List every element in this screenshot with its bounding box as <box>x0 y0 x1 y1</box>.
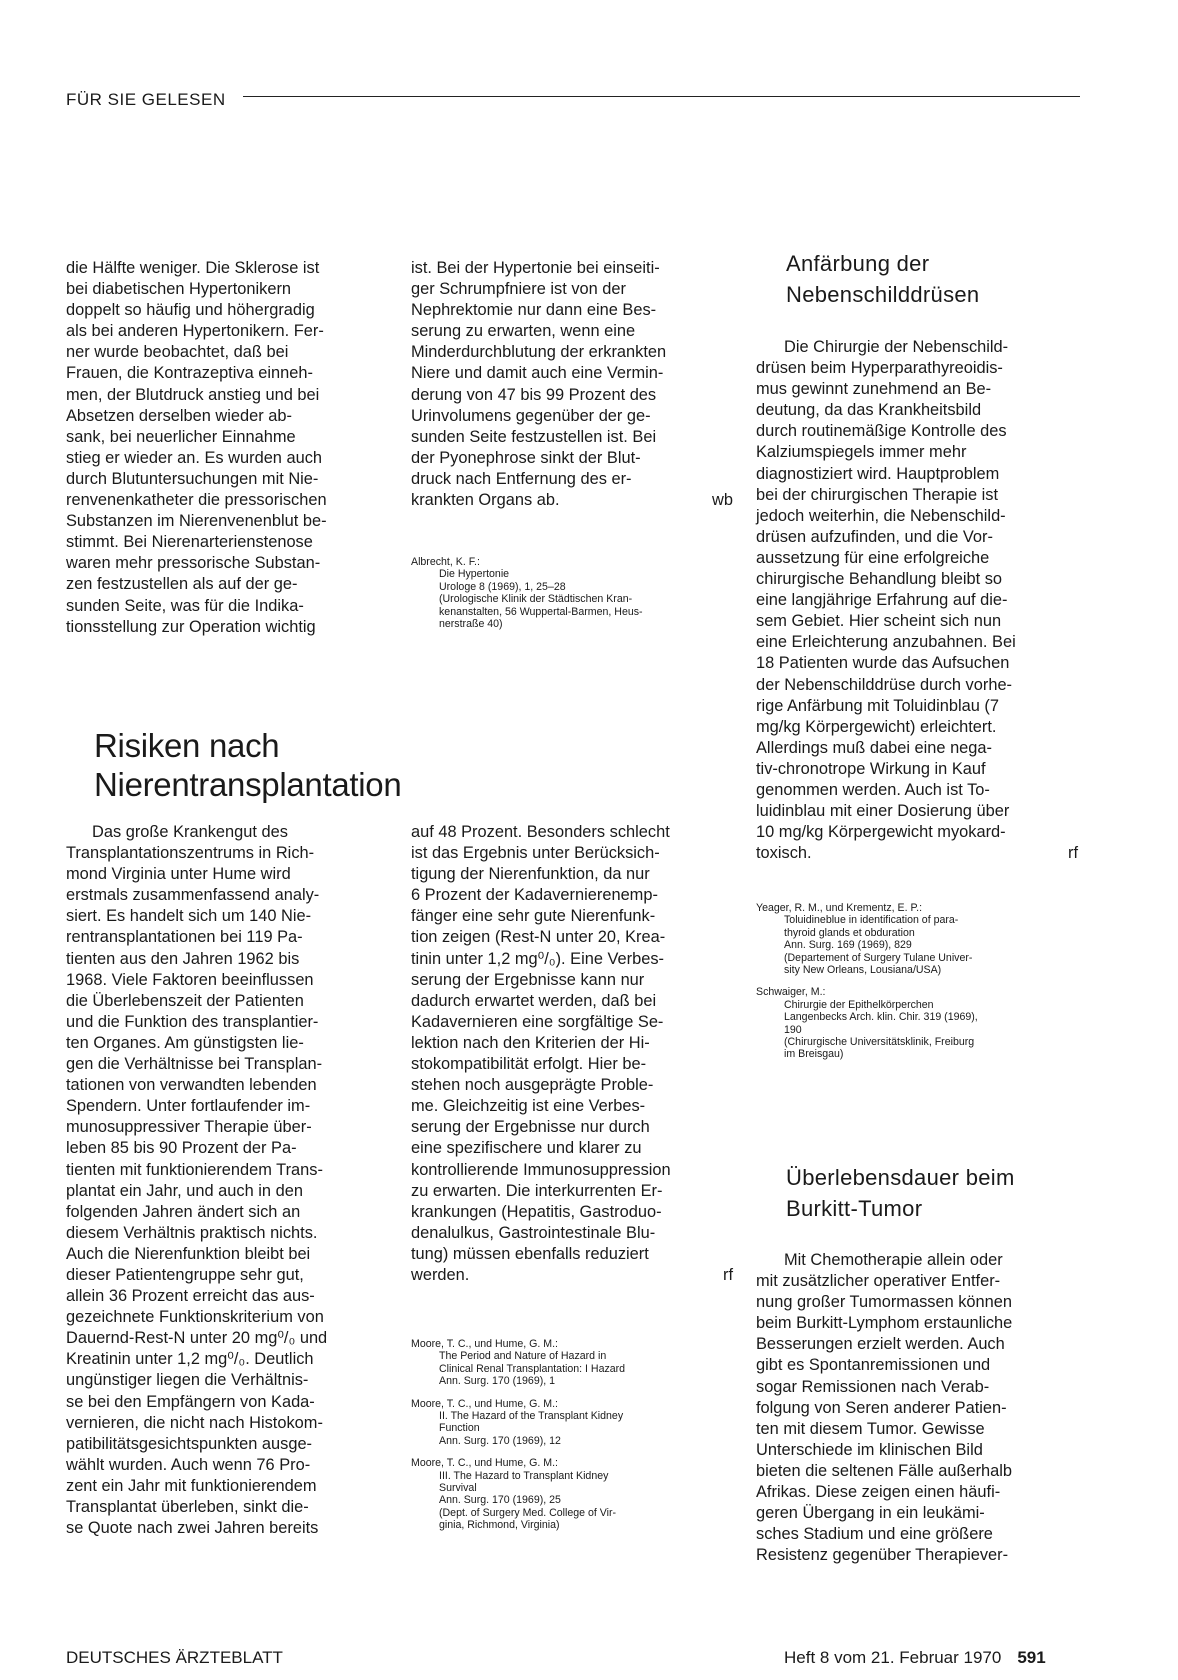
text-line: folgenden Jahren ändert sich an <box>66 1202 301 1221</box>
reference-line: 190 <box>784 1023 802 1036</box>
text-line: mit zusätzlicher operativer Entfer- <box>756 1272 1001 1291</box>
text-line: luidinblau mit einer Dosierung über <box>756 802 1010 821</box>
text-line: durch routinemäßige Kontrolle des <box>756 422 1007 441</box>
text-line-last <box>756 843 1078 864</box>
article-title-transplant <box>94 726 514 804</box>
text-line: tigung der Nierenfunktion, da nur <box>411 865 650 884</box>
text-line: eine spezifischere und klarer zu <box>411 1139 642 1158</box>
header-rule <box>243 96 1080 97</box>
text-line: lektion nach den Kriterien der Hi- <box>411 1033 650 1052</box>
text-line: mus gewinnt zunehmend an Be- <box>756 380 992 399</box>
text-line: deutung, da das Krankheitsbild <box>756 401 982 420</box>
text-line: Afrikas. Diese zeigen einen häufi- <box>756 1483 1001 1502</box>
text-line: Die Chirurgie der Nebenschild- <box>784 338 1009 356</box>
title-line: Überlebensdauer beim <box>786 1165 1015 1190</box>
last-line-text: werden. <box>411 1265 470 1284</box>
text-line: Kreatinin unter 1,2 mg⁰/₀. Deutlich <box>66 1350 314 1369</box>
reference-author: Moore, T. C., und Hume, G. M.: <box>411 1457 558 1470</box>
text-line: Besserungen erzielt werden. Auch <box>756 1335 1005 1354</box>
reference-gap <box>411 1388 733 1398</box>
text-line: leben 85 bis 90 Prozent der Pa- <box>66 1139 297 1158</box>
text-line: serung zu erwarten, wenn eine <box>411 322 636 341</box>
text-line: kontrollierende Immunosuppression <box>411 1160 671 1179</box>
reference-line: Function <box>439 1422 480 1435</box>
text-line: Mit Chemotherapie allein oder <box>784 1251 1003 1269</box>
text-line: Spendern. Unter fortlaufender im- <box>66 1097 311 1116</box>
article2-col2-text <box>411 822 733 1286</box>
col1-top-text <box>66 258 388 638</box>
text-line: genommen werden. Auch ist To- <box>756 780 990 799</box>
text-line: tinin unter 1,2 mg⁰/₀). Eine Verbes- <box>411 949 664 968</box>
text-line: Minderdurchblutung der erkrankten <box>411 343 667 362</box>
text-line: gezeichnete Funktionskriterium von <box>66 1308 324 1327</box>
text-line: wählt wurden. Auch wenn 76 Pro- <box>66 1455 311 1474</box>
text-line: ner wurde beobachtet, daß bei <box>66 343 289 362</box>
text-line: nung großer Tumormassen können <box>756 1293 1013 1312</box>
text-line: Urinvolumens gegenüber der ge- <box>411 406 651 425</box>
issue-date: Heft 8 vom 21. Februar 1970 <box>784 1648 1002 1667</box>
text-line: Allerdings muß dabei eine nega- <box>756 738 992 757</box>
reference-line: Ann. Surg. 170 (1969), 12 <box>439 1434 561 1447</box>
text-line: stimmt. Bei Nierenarterienstenose <box>66 533 313 552</box>
text-line: als bei anderen Hypertonikern. Fer- <box>66 322 324 341</box>
text-line: druck nach Entfernung des er- <box>411 469 632 488</box>
text-line: Frauen, die Kontrazeptiva einneh- <box>66 364 313 383</box>
references-nebenschild <box>756 902 1078 1061</box>
issue-info <box>784 1648 1046 1668</box>
reference-line: The Period and Nature of Hazard in <box>439 1350 607 1363</box>
text-line: tiv-chronotrope Wirkung in Kauf <box>756 759 986 778</box>
text-line: Das große Krankengut des <box>92 823 288 841</box>
text-line: Dauernd-Rest-N unter 20 mg⁰/₀ und <box>66 1329 328 1348</box>
text-line: fänger eine sehr gute Nierenfunk- <box>411 907 656 926</box>
text-line: sunden Seite, was für die Indika- <box>66 596 304 615</box>
text-line: vernieren, die nicht nach Histokom- <box>66 1413 323 1432</box>
reference-line: ginia, Richmond, Virginia) <box>439 1519 560 1532</box>
text-line: stehen noch ausgeprägte Proble- <box>411 1076 654 1095</box>
text-line: ist das Ergebnis unter Berücksich- <box>411 844 660 863</box>
page-number: 591 <box>1017 1648 1046 1667</box>
text-line: Transplantat überleben, sinkt die- <box>66 1498 309 1516</box>
text-line: tung) müssen ebenfalls reduziert <box>411 1244 649 1263</box>
text-line: sogar Remissionen nach Verab- <box>756 1377 990 1396</box>
text-line: patibilitätsgesichtspunkten ausge- <box>66 1434 313 1453</box>
article-title-nebenschild <box>786 248 1116 310</box>
text-line: denalulkus, Gastrointestinale Blu- <box>411 1223 656 1242</box>
journal-name: DEUTSCHES ÄRZTEBLATT <box>66 1648 283 1667</box>
text-line: durch Blutuntersuchungen mit Nie- <box>66 469 319 488</box>
text-line: die Überlebenszeit der Patienten <box>66 991 304 1010</box>
article2-col1-text <box>66 822 388 1539</box>
text-line: se bei den Empfängern von Kada- <box>66 1392 315 1411</box>
text-line: ungünstiger liegen die Verhältnis- <box>66 1371 309 1390</box>
text-line: stieg er wieder an. Es wurden auch <box>66 448 323 467</box>
text-line: der Nebenschilddrüse durch vorhe- <box>756 675 1013 694</box>
text-line: Niere und damit auch eine Vermin- <box>411 364 664 383</box>
reference-author: Yeager, R. M., und Krementz, E. P.: <box>756 902 923 914</box>
reference-author: Schwaiger, M.: <box>756 986 826 999</box>
text-line: munosuppressiver Therapie über- <box>66 1118 312 1137</box>
reference-line: III. The Hazard to Transplant Kidney <box>439 1469 609 1482</box>
text-line: zu erwarten. Die interkurrenten Er- <box>411 1181 663 1200</box>
reference-author: Albrecht, K. F.: <box>411 556 480 568</box>
text-line: 10 mg/kg Körpergewicht myokard- <box>756 823 1006 842</box>
reference-line: (Dept. of Surgery Med. College of Vir- <box>439 1506 617 1519</box>
text-line: Kalziumspiegels immer mehr <box>756 443 967 462</box>
reference-line: Urologe 8 (1969), 1, 25–28 <box>439 580 566 593</box>
text-line: aussetzung für eine erfolgreiche <box>756 548 990 567</box>
reference-line: thyroid glands et obduration <box>784 926 915 939</box>
text-line: tienten aus den Jahren 1962 bis <box>66 949 300 968</box>
text-line: erstmals zusammenfassend analy- <box>66 886 320 905</box>
text-line: rentransplantationen bei 119 Pa- <box>66 928 303 947</box>
text-line: diesem Verhältnis praktisch nichts. <box>66 1223 318 1242</box>
reference-author: Moore, T. C., und Hume, G. M.: <box>411 1338 558 1350</box>
text-line: mond Virginia unter Hume wird <box>66 865 291 884</box>
text-line: 1968. Viele Faktoren beeinflussen <box>66 970 314 989</box>
text-line: 6 Prozent der Kadavernierenemp- <box>411 886 658 905</box>
article4-text <box>756 1250 1078 1566</box>
text-line: tienten mit funktionierendem Trans- <box>66 1160 323 1179</box>
reference-line: Toluidineblue in identification of para- <box>784 914 959 927</box>
reference-line: Die Hypertonie <box>439 568 510 581</box>
text-line: eine Erleichterung anzubahnen. Bei <box>756 633 1016 652</box>
text-line: ten Organes. Am günstigsten lie- <box>66 1033 304 1052</box>
reference-line: Ann. Surg. 169 (1969), 829 <box>784 939 912 952</box>
text-line: bei der chirurgischen Therapie ist <box>756 485 999 504</box>
text-line: men, der Blutdruck anstieg und bei <box>66 385 320 404</box>
text-line: se Quote nach zwei Jahren bereits <box>66 1519 319 1538</box>
text-line: eine langjährige Erfahrung auf die- <box>756 591 1008 610</box>
text-line: rige Anfärbung mit Toluidinblau (7 <box>756 696 999 715</box>
text-line: krankungen (Hepatitis, Gastroduo- <box>411 1202 662 1221</box>
text-line: die Hälfte weniger. Die Sklerose ist <box>66 259 320 277</box>
text-line: bieten die seltenen Fälle außerhalb <box>756 1461 1013 1480</box>
text-line: waren mehr pressorische Substan- <box>66 554 321 573</box>
text-line-last <box>411 490 733 511</box>
reference-gap <box>411 1447 733 1457</box>
reference-line: II. The Hazard of the Transplant Kidney <box>439 1410 624 1423</box>
text-line: plantat ein Jahr, und auch in den <box>66 1181 303 1200</box>
text-line: Resistenz gegenüber Therapiever- <box>756 1546 1009 1565</box>
text-line: Substanzen im Nierenvenenblut be- <box>66 512 327 531</box>
reference-author: Moore, T. C., und Hume, G. M.: <box>411 1397 558 1410</box>
text-line: bei diabetischen Hypertonikern <box>66 280 292 299</box>
text-line-last <box>411 1265 733 1286</box>
text-line: dieser Patientengruppe sehr gut, <box>66 1265 304 1284</box>
text-line: mg/kg Körpergewicht) erleichtert. <box>756 717 997 736</box>
text-line: beim Burkitt-Lymphom erstaunliche <box>756 1314 1013 1333</box>
text-line: tion zeigen (Rest-N unter 20, Krea- <box>411 928 666 947</box>
article3-text <box>756 337 1078 864</box>
article-title-burkitt <box>786 1162 1116 1224</box>
text-line: geren Übergang in ein leukämi- <box>756 1504 985 1523</box>
text-line: Unterschiede im klinischen Bild <box>756 1440 983 1459</box>
col2-top-text <box>411 258 733 511</box>
text-line: jedoch weiterhin, die Nebenschild- <box>756 506 1006 525</box>
text-line: stokompatibilität erfolgt. Hier be- <box>411 1055 647 1074</box>
reference-line: sity New Orleans, Lousiana/USA) <box>784 964 942 977</box>
reference-line: Langenbecks Arch. klin. Chir. 319 (1969), <box>784 1011 978 1024</box>
text-line: sches Stadium und eine größere <box>756 1525 993 1544</box>
text-line: Nephrektomie nur dann eine Bes- <box>411 301 657 320</box>
section-label: FÜR SIE GELESEN <box>66 90 226 109</box>
text-line: und die Funktion des transplantier- <box>66 1012 319 1031</box>
last-line-text: krankten Organs ab. <box>411 491 560 510</box>
author-signature: wb <box>712 491 733 510</box>
text-line: allein 36 Prozent erreicht das aus- <box>66 1287 315 1306</box>
last-line-text: toxisch. <box>756 844 812 863</box>
text-line: ist. Bei der Hypertonie bei einseiti- <box>411 259 660 277</box>
reference-line: im Breisgau) <box>784 1048 844 1061</box>
text-line: sank, bei neuerlicher Einnahme <box>66 427 296 446</box>
text-line: der Pyonephrose sinkt der Blut- <box>411 448 641 467</box>
title-line: Risiken nach <box>94 727 280 764</box>
text-line: renvenenkatheter die pressorischen <box>66 491 327 510</box>
title-line: Nierentransplantation <box>94 766 402 803</box>
reference-gap <box>756 976 1078 986</box>
text-line: drüsen aufzufinden, und die Vor- <box>756 527 993 546</box>
text-line: derung von 47 bis 99 Prozent des <box>411 385 657 404</box>
text-line: chirurgische Behandlung bleibt so <box>756 570 1003 589</box>
title-line: Burkitt-Tumor <box>786 1196 923 1221</box>
reference-line: Ann. Surg. 170 (1969), 1 <box>439 1375 556 1388</box>
author-signature: rf <box>1067 844 1078 863</box>
text-line: auf 48 Prozent. Besonders schlecht <box>411 823 670 841</box>
reference-line: (Departement of Surgery Tulane Univer- <box>784 951 973 964</box>
text-line: dadurch erwartet werden, daß bei <box>411 991 657 1010</box>
text-line: gen die Verhältnisse bei Transplan- <box>66 1055 323 1074</box>
text-line: ten mit diesem Tumor. Gewisse <box>756 1419 985 1438</box>
text-line: sunden Seite festzustellen ist. Bei <box>411 427 657 446</box>
text-line: drüsen beim Hyperparathyreoidis- <box>756 359 1003 378</box>
text-line: gibt es Spontanremissionen und <box>756 1356 991 1375</box>
reference-line: (Urologische Klinik der Städtischen Kran- <box>439 593 633 606</box>
text-line: serung der Ergebnisse kann nur <box>411 970 645 989</box>
text-line: me. Gleichzeitig ist eine Verbes- <box>411 1097 646 1116</box>
text-line: ger Schrumpfniere ist von der <box>411 280 626 299</box>
references-transplant <box>411 1338 733 1532</box>
text-line: zen festzustellen als auf der ge- <box>66 575 298 594</box>
text-line: serung der Ergebnisse nur durch <box>411 1118 650 1137</box>
title-line: Nebenschilddrüsen <box>786 282 980 307</box>
title-line: Anfärbung der <box>786 251 930 276</box>
reference-line: Chirurgie der Epithelkörperchen <box>784 998 934 1011</box>
text-line: doppelt so häufig und höhergradig <box>66 301 315 320</box>
text-line: Auch die Nierenfunktion bleibt bei <box>66 1244 311 1263</box>
reference-line: Survival <box>439 1482 477 1495</box>
reference-line: Ann. Surg. 170 (1969), 25 <box>439 1494 561 1507</box>
text-line: Absetzen derselben wieder ab- <box>66 406 292 425</box>
reference-line: (Chirurgische Universitätsklinik, Freiburg <box>784 1036 975 1049</box>
text-line: sem Gebiet. Hier scheint sich nun <box>756 612 1002 631</box>
text-line: Kadavernieren eine sorgfältige Se- <box>411 1012 664 1031</box>
text-line: zent ein Jahr mit funktionierendem <box>66 1476 317 1495</box>
reference-line: nerstraße 40) <box>439 618 503 631</box>
text-line: Transplantationszentrums in Rich- <box>66 844 315 863</box>
text-line: folgung von Seren anderer Patien- <box>756 1398 1007 1417</box>
text-line: tationen von verwandten lebenden <box>66 1076 317 1095</box>
text-line: 18 Patienten wurde das Aufsuchen <box>756 654 1010 673</box>
reference-albrecht <box>411 556 733 630</box>
reference-line: Clinical Renal Transplantation: I Hazard <box>439 1362 626 1375</box>
reference-line: kenanstalten, 56 Wuppertal-Barmen, Heus- <box>439 605 643 618</box>
author-signature: rf <box>722 1265 733 1284</box>
text-line: siert. Es handelt sich um 140 Nie- <box>66 907 312 926</box>
text-line: diagnostiziert wird. Hauptproblem <box>756 464 1000 483</box>
text-line: tionsstellung zur Operation wichtig <box>66 617 316 636</box>
